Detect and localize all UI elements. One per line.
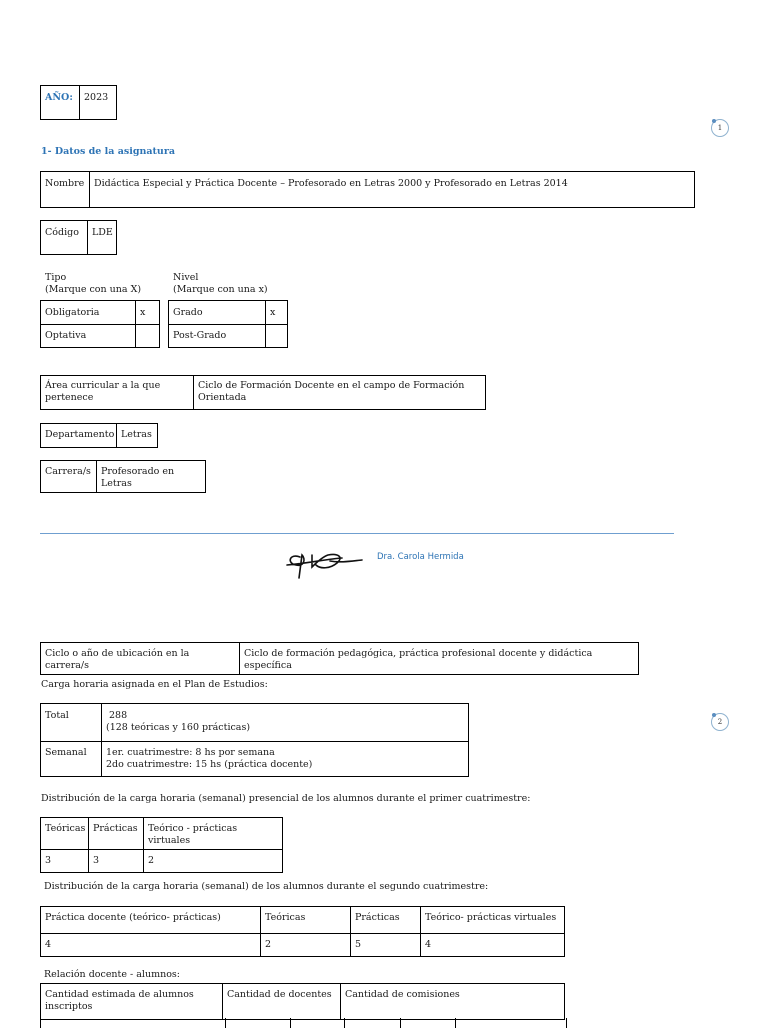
nivel-hint: (Marque con una x) — [173, 284, 268, 295]
relacion-subcell-divider — [225, 1018, 226, 1028]
relacion-subcell-divider — [290, 1018, 291, 1028]
total-label: Total — [41, 704, 102, 742]
carga-table — [40, 703, 469, 777]
tipo-hint: (Marque con una X) — [45, 284, 142, 295]
badge-number: 2 — [717, 718, 723, 726]
tipo-heading — [45, 272, 141, 296]
dist1-value: 3 — [89, 850, 144, 873]
carrera-table — [40, 460, 206, 493]
tipo-option-mark: x — [136, 301, 160, 325]
signature-image — [282, 545, 364, 581]
dist2-title: Distribución de la carga horaria (semanal) de los alumnos durante el segundo cuatrimestre: — [44, 881, 489, 892]
codigo-value: LDE — [88, 221, 117, 255]
page-number-badge-1 — [711, 119, 729, 137]
ciclo-label: Ciclo o año de ubicación en la carrera/s — [41, 643, 240, 675]
area-value: Ciclo de Formación Docente en el campo de Formación Orientada — [194, 376, 486, 410]
semanal-value — [102, 742, 469, 777]
dist1-value: 3 — [41, 850, 89, 873]
anio-table — [40, 85, 117, 120]
nivel-label: Nivel — [173, 272, 199, 283]
ciclo-table — [40, 642, 639, 675]
carrera-label: Carrera/s — [41, 461, 97, 493]
nivel-table — [168, 300, 288, 348]
departamento-value: Letras — [117, 424, 158, 448]
codigo-label: Código — [41, 221, 88, 255]
signature-name: Dra. Carola Hermida — [377, 552, 464, 562]
total-breakdown: (128 teóricas y 160 prácticas) — [106, 722, 251, 733]
relacion-header: Cantidad de comisiones — [341, 984, 565, 1020]
relacion-subcell-divider — [344, 1018, 345, 1028]
codigo-table — [40, 220, 117, 255]
dist2-header: Práctica docente (teórico- prácticas) — [41, 907, 261, 934]
dist1-header: Teórico - prácticas virtuales — [144, 818, 283, 850]
dist2-header: Prácticas — [351, 907, 421, 934]
dist2-header: Teórico- prácticas virtuales — [421, 907, 565, 934]
relacion-header: Cantidad de docentes — [223, 984, 341, 1020]
dist2-value: 2 — [261, 934, 351, 957]
total-value — [102, 704, 469, 742]
nombre-value: Didáctica Especial y Práctica Docente – Profesorado en Letras 2000 y Profesorado en Letras 2014 — [90, 172, 695, 208]
carga-title: Carga horaria asignada en el Plan de Estudios: — [41, 679, 268, 690]
dist2-header: Teóricas — [261, 907, 351, 934]
badge-number: 1 — [717, 124, 723, 132]
total-hours: 288 — [109, 710, 128, 721]
tipo-option-label: Optativa — [41, 325, 136, 348]
relacion-subcell-divider — [455, 1018, 456, 1028]
carrera-value: Profesorado en Letras — [97, 461, 206, 493]
dist1-value: 2 — [144, 850, 283, 873]
page-number-badge-2 — [711, 713, 729, 731]
tipo-option-mark — [136, 325, 160, 348]
dist1-header: Teóricas — [41, 818, 89, 850]
area-label: Área curricular a la que pertenece — [41, 376, 194, 410]
departamento-table — [40, 423, 158, 448]
area-table — [40, 375, 486, 410]
badge-dot — [712, 713, 716, 717]
tipo-table — [40, 300, 160, 348]
relacion-title: Relación docente - alumnos: — [44, 969, 180, 980]
semanal-first: 1er. cuatrimestre: 8 hs por semana — [106, 747, 275, 758]
relacion-subcell-divider — [400, 1018, 401, 1028]
badge-dot — [712, 119, 716, 123]
dist1-title: Distribución de la carga horaria (semanal) presencial de los alumnos durante el primer cuatrimestre: — [41, 793, 531, 804]
nivel-option-mark: x — [266, 301, 288, 325]
nombre-table — [40, 171, 695, 208]
dist2-table — [40, 906, 565, 957]
semanal-second: 2do cuatrimestre: 15 hs (práctica docente) — [106, 759, 313, 770]
tipo-label: Tipo — [45, 272, 67, 283]
nivel-option-mark — [266, 325, 288, 348]
page-divider — [40, 533, 674, 534]
dist2-value: 4 — [41, 934, 261, 957]
departamento-label: Departamento — [41, 424, 117, 448]
nombre-label: Nombre — [41, 172, 90, 208]
dist1-table — [40, 817, 283, 873]
dist2-value: 5 — [351, 934, 421, 957]
nivel-heading — [173, 272, 268, 296]
tipo-option-label: Obligatoria — [41, 301, 136, 325]
nivel-option-label: Post-Grado — [169, 325, 266, 348]
anio-label: AÑO: — [41, 86, 80, 120]
relacion-header: Cantidad estimada de alumnos inscriptos — [41, 984, 223, 1020]
dist2-value: 4 — [421, 934, 565, 957]
ciclo-value: Ciclo de formación pedagógica, práctica profesional docente y didáctica específica — [240, 643, 639, 675]
relacion-table — [40, 983, 565, 1020]
dist1-header: Prácticas — [89, 818, 144, 850]
relacion-subgrid — [40, 1018, 567, 1028]
section-title: 1- Datos de la asignatura — [41, 146, 175, 157]
anio-value: 2023 — [80, 86, 117, 120]
nivel-option-label: Grado — [169, 301, 266, 325]
semanal-label: Semanal — [41, 742, 102, 777]
